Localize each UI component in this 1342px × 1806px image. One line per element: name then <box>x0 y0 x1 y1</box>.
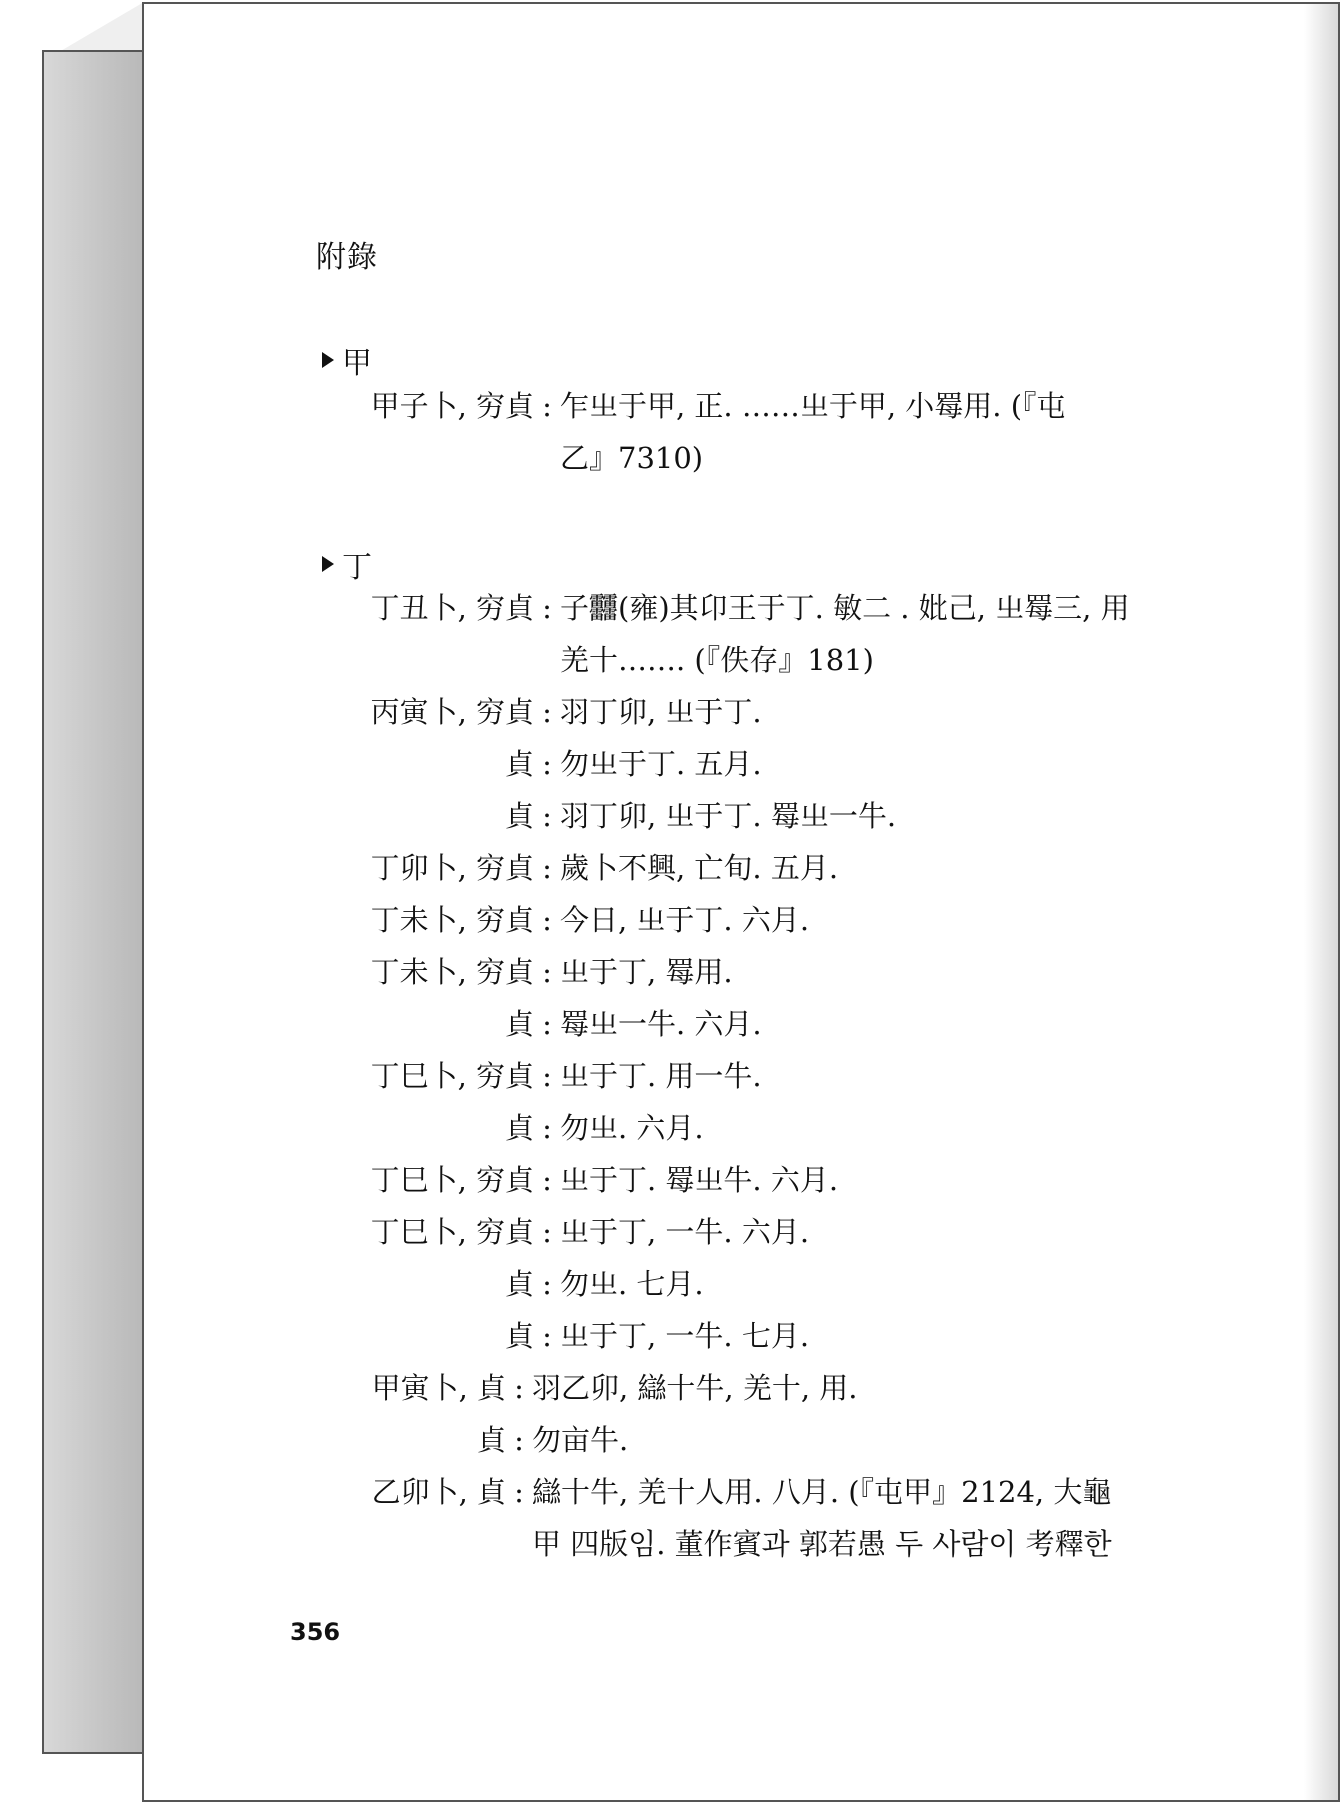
entry: 甲子卜, 穷貞 : 乍㞢于甲, 正. ……㞢于甲, 小䍙用. (『屯 乙』7310) <box>346 380 1206 484</box>
entry: 丁卯卜, 穷貞 : 歲卜不興, 亡旬. 五月. <box>346 842 1206 894</box>
inscription-text: 勿亩牛. <box>532 1423 629 1457</box>
inscription-continuation: 甲 四版임. 董作賓과 郭若愚 두 사람이 考釋한 <box>532 1527 1112 1561</box>
diviner: 甲寅卜, 貞 <box>371 1371 506 1405</box>
diviner: 貞 <box>476 1423 506 1457</box>
entry: 貞 : 勿㞢. 七月. <box>346 1258 1206 1310</box>
entry: 貞 : 羽丁卯, 㞢于丁. 䍙㞢一牛. <box>346 790 1206 842</box>
entry: 貞 : 勿㞢于丁. 五月. <box>346 738 1206 790</box>
inscription-text: 㞢于丁. 用一牛. <box>560 1059 762 1093</box>
diviner: 丁丑卜, 穷貞 <box>370 591 534 625</box>
page-shade <box>1304 4 1338 1800</box>
inscription-text: 乍㞢于甲, 正. ……㞢于甲, 小䍙用. (『屯 <box>560 389 1066 423</box>
entry: 貞 : 勿㞢. 六月. <box>346 1102 1206 1154</box>
triangle-marker-icon <box>322 352 334 368</box>
entry: 貞 : 勿亩牛. <box>346 1414 1206 1466</box>
entry: 丁巳卜, 穷貞 : 㞢于丁. 用一牛. <box>346 1050 1206 1102</box>
diviner: 丁未卜, 穷貞 <box>370 903 534 937</box>
entry: 丁巳卜, 穷貞 : 㞢于丁, 一牛. 六月. <box>346 1206 1206 1258</box>
diviner: 丙寅卜, 穷貞 <box>370 695 534 729</box>
triangle-marker-icon <box>322 556 334 572</box>
diviner: 丁巳卜, 穷貞 <box>370 1215 534 1249</box>
entry: 丁巳卜, 穷貞 : 㞢于丁. 䍙㞢牛. 六月. <box>346 1154 1206 1206</box>
inscription-text: 㞢于丁, 一牛. 六月. <box>560 1215 810 1249</box>
inscription-text: 羽丁卯, 㞢于丁. 䍙㞢一牛. <box>560 799 897 833</box>
inscription-text: 今日, 㞢于丁. 六月. <box>560 903 810 937</box>
entry: 丙寅卜, 穷貞 : 羽丁卯, 㞢于丁. <box>346 686 1206 738</box>
diviner: 貞 <box>504 747 534 781</box>
entry: 丁丑卜, 穷貞 : 子䨻(雍)其卬王于丁. 敏二 . 妣己, 㞢䍙三, 用 羌十……. (『佚存』181) <box>346 582 1206 686</box>
diviner: 乙卯卜, 貞 <box>371 1475 506 1509</box>
inscription-text: 勿㞢. 七月. <box>560 1267 704 1301</box>
inscription-text: 勿㞢于丁. 五月. <box>560 747 762 781</box>
diviner: 貞 <box>504 1267 534 1301</box>
diviner: 丁巳卜, 穷貞 <box>370 1163 534 1197</box>
entry: 貞 : 䍙㞢一牛. 六月. <box>346 998 1206 1050</box>
entry: 貞 : 㞢于丁, 一牛. 七月. <box>346 1310 1206 1362</box>
page-number: 356 <box>290 1618 341 1646</box>
inscription-continuation: 羌十……. (『佚存』181) <box>560 643 874 677</box>
inscription-text: 羽乙卯, 䜌十牛, 羌十, 用. <box>532 1371 858 1405</box>
entry: 甲寅卜, 貞 : 羽乙卯, 䜌十牛, 羌十, 用. <box>346 1362 1206 1414</box>
inscription-text: 勿㞢. 六月. <box>560 1111 704 1145</box>
section-label: 甲 <box>342 346 372 381</box>
section-label: 丁 <box>342 550 372 585</box>
inscription-text: 㞢于丁, 一牛. 七月. <box>560 1319 810 1353</box>
diviner: 貞 <box>504 1007 534 1041</box>
book-spine <box>42 50 148 1754</box>
diviner: 丁巳卜, 穷貞 <box>370 1059 534 1093</box>
diviner: 貞 <box>504 1319 534 1353</box>
diviner: 丁卯卜, 穷貞 <box>370 851 534 885</box>
inscription-text: 歲卜不興, 亡旬. 五月. <box>560 851 839 885</box>
entry: 乙卯卜, 貞 : 䜌十牛, 羌十人用. 八月. (『屯甲』2124, 大龜 甲 四版임. 董作賓과 郭若愚 두 사람이 考釋한 <box>346 1466 1206 1570</box>
entry: 丁未卜, 穷貞 : 今日, 㞢于丁. 六月. <box>346 894 1206 946</box>
section-heading-ding <box>322 542 372 586</box>
inscription-text: 䍙㞢一牛. 六月. <box>560 1007 762 1041</box>
page-header: 附錄 <box>316 240 378 275</box>
section-heading-jia <box>322 338 372 382</box>
diviner: 貞 <box>504 799 534 833</box>
inscription-text: 子䨻(雍)其卬王于丁. 敏二 . 妣己, 㞢䍙三, 用 <box>560 591 1130 625</box>
diviner: 甲子卜, 穷貞 <box>370 389 534 423</box>
inscription-text: 羽丁卯, 㞢于丁. <box>560 695 762 729</box>
inscription-continuation: 乙』7310) <box>560 441 704 475</box>
entry: 丁未卜, 穷貞 : 㞢于丁, 䍙用. <box>346 946 1206 998</box>
inscription-text: 㞢于丁, 䍙用. <box>560 955 733 989</box>
inscription-text: 㞢于丁. 䍙㞢牛. 六月. <box>560 1163 839 1197</box>
diviner: 貞 <box>504 1111 534 1145</box>
inscription-text: 䜌十牛, 羌十人用. 八月. (『屯甲』2124, 大龜 <box>532 1475 1112 1509</box>
diviner: 丁未卜, 穷貞 <box>370 955 534 989</box>
